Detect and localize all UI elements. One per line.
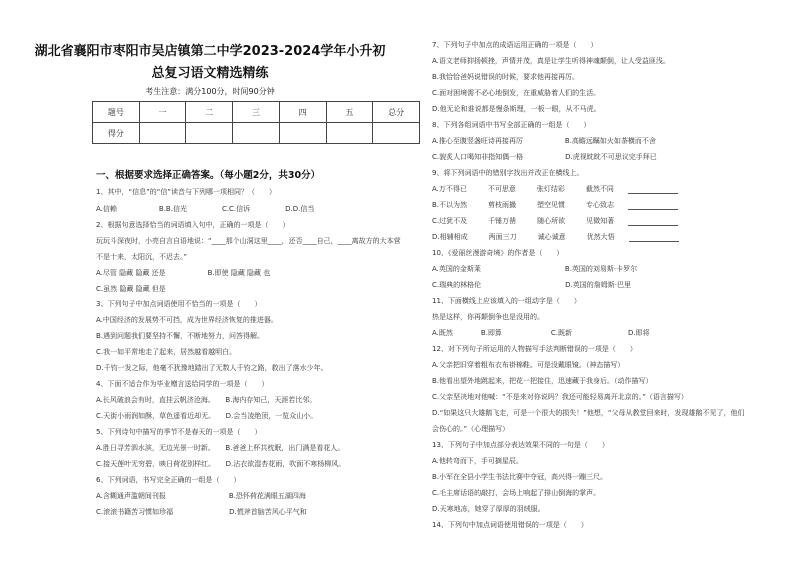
question-line: C.貌炙人口喝知非指知偶一格 D.虎视眈眈不可思议完手拜已 xyxy=(432,153,657,161)
answer-blank[interactable] xyxy=(628,201,678,210)
question-line: 7、下列句子中加点的成语运用正确的一项是（ ） xyxy=(432,41,598,49)
exam-notice: 考生注意：满分100分，时间90分钟 xyxy=(145,87,275,96)
question-line: 9、将下列词语中的错别字找出并改正在横线上。 xyxy=(432,169,584,177)
fill-blank-row xyxy=(432,216,678,226)
question-line: B.小军在全县小学生书法比赛中夺冠，高兴得一蹦三尺。 xyxy=(432,473,608,481)
score-input-cell[interactable] xyxy=(326,123,373,144)
fill-blank-row xyxy=(432,200,678,210)
fill-blank-row xyxy=(432,184,678,194)
question-line: 11、下面横线上应该填入的一组动字是（ ） xyxy=(432,297,581,305)
question-line: A.他转弯而下，手可摘星辰。 xyxy=(432,457,523,465)
score-table-header-row xyxy=(93,102,420,123)
question-line: C.滚滚书籍苦习惯如珍福 D.慌斧首脑苦风心平气和 xyxy=(96,508,307,516)
question-line: C.天街小雨润如酥，草色遥看近却无。 D.会当凌绝顶，一览众山小。 xyxy=(96,412,318,420)
question-line: 6、下列词语，书写完全正确的一组是（ ） xyxy=(96,476,241,484)
right-column xyxy=(420,0,794,562)
score-table xyxy=(92,101,420,144)
score-input-cell[interactable] xyxy=(139,123,186,144)
score-cell: 一 xyxy=(139,102,186,123)
question-line: C.瑞典的林格伦 D.英国的詹姆斯·巴里 xyxy=(432,281,631,289)
question-line: C.面对困境需不必心地倒发，在重威胁着人们的生活。 xyxy=(432,89,601,97)
answer-blank[interactable] xyxy=(628,217,678,226)
score-cell: 四 xyxy=(279,102,326,123)
question-line: D.天寒地冻，她穿了厚厚的羽绒服。 xyxy=(432,505,545,513)
question-line: A.父亲把旧穿着粗布衣布褂棉鞋。可是没戴眼镜。（神态描写） xyxy=(432,361,625,369)
question-line: 不是十来，太阳沉，不迟去。” xyxy=(96,253,188,261)
score-input-cell[interactable] xyxy=(186,123,233,144)
question-line: A.尽管 隐藏 隐藏 还是 B.即使 隐藏 隐藏 也 xyxy=(96,269,271,277)
question-line: C.父亲坚决地对他喊：“不是来对你说吗？我还可能轻易离开北京的。”（语言描写） xyxy=(432,393,688,401)
exam-title-line2: 总复习语文精选精练 xyxy=(151,66,269,81)
question-line: 会伤心的。”（心理描写） xyxy=(432,425,510,433)
question-line: 8、下列各组词语中书写全部正确的一组是（ ） xyxy=(432,121,591,129)
question-line: A.中国经济的发展势不可挡，成为世界经济恢复的推进器。 xyxy=(96,316,278,324)
question-line: A.万不得已 不可思意 张灯结彩 截然不同 xyxy=(432,185,614,193)
answer-blank[interactable] xyxy=(628,185,678,194)
score-cell: 三 xyxy=(233,102,280,123)
question-line: 14、下列句中加点词语使用错误的一项是（ ） xyxy=(432,521,588,529)
question-line: C.接天莲叶无穷碧，映日荷花别样红。 D.沾衣欲湿杏花雨，吹面不寒杨柳风。 xyxy=(96,460,346,468)
question-line: C.毛主席话语的敲打，会场上响起了排山倒海的掌声。 xyxy=(432,489,601,497)
score-input-cell[interactable] xyxy=(279,123,326,144)
question-line: B.遇到问题我们要坚持不懈，不断地努力，问答得解。 xyxy=(96,332,265,340)
fill-blank-row xyxy=(432,232,679,242)
question-line: 2、根据句意选择恰当的词语填入句中，正确的一项是（ ） xyxy=(96,221,290,229)
score-table-score-row xyxy=(93,123,420,144)
question-line: A.信赖 B.B.信光 C.C.信诉 D.D.信当 xyxy=(96,205,315,213)
question-line: D.“如果这只大雄鹅飞走，可是一个很大的损失！”他想，“父母从教堂回来时，发现雄鹅不见了，他们 xyxy=(432,409,745,417)
question-line: B.他看出望外地跳起来，把花一把接住，迅速藏于我身后。（动作描写） xyxy=(432,377,653,385)
question-line: C.过犹不及 千锤万凿 随心所欲 见微知著 xyxy=(432,217,615,225)
question-line: 5、下列诗句中描写的季节不是春天的一项是（ ） xyxy=(96,428,262,436)
question-line: A.胜日寻芳泗水滨，无边光景一时新。 B.爸爸上杯共枕眠，出门满是看花人。 xyxy=(96,444,345,452)
question-line: C.我一如平常地走了起来，居然越看越明白。 xyxy=(96,348,237,356)
question-line: B.不以为然 剪枝雨撮 塑空见惯 专心致志 xyxy=(432,201,615,209)
score-input-cell[interactable] xyxy=(233,123,280,144)
question-line: 4、下面不适合作为毕业赠言送给同学的一项是（ ） xyxy=(96,380,269,388)
score-cell: 五 xyxy=(326,102,373,123)
question-line: 10、《爱丽丝漫游奇境》的作者是（ ） xyxy=(432,249,564,257)
question-line: 热是这样，你再颠倒争也是没用的。 xyxy=(432,313,544,321)
question-line: 玩玩斗深夜时，小亮自言自语地说：“____那个山洞这里____，还否____自己，____离故方的大本营 xyxy=(96,237,401,245)
answer-blank[interactable] xyxy=(629,233,679,242)
score-input-cell[interactable] xyxy=(373,123,420,144)
question-line: 12、对下列句子所运用的人物描写手法判断错误的一项是（ ） xyxy=(432,345,637,353)
question-line: A.含糊通声滥朝间刊报 B.恐怀荷花满眼五湖四海 xyxy=(96,492,306,500)
section-heading: 一、根据要求选择正确答案。（每小题2分，共30分） xyxy=(96,170,321,181)
question-line: 13、下列句子中加点部分表达效果不同的一句是（ ） xyxy=(432,441,609,449)
question-line: D.千钧一发之际，他毫不犹豫地踏出了无数人千钧之路，救出了落水少年。 xyxy=(96,364,328,372)
question-line: A.长风破浪会有时，直挂云帆济沧海。 B.海内存知己，天涯若比邻。 xyxy=(96,396,317,404)
question-line: A.语文老师抑扬顿挫，声情并茂，真是让学生听得神魂颠倒，让人受益匪浅。 xyxy=(432,57,670,65)
score-cell: 得分 xyxy=(93,123,140,144)
question-line: 1、其中，“信息”的“信”读音与下列哪一项相同？（ ） xyxy=(96,188,276,196)
score-cell: 总分 xyxy=(373,102,420,123)
score-cell: 题号 xyxy=(93,102,140,123)
question-line: B.我恰恰爸妈说错误的时候，要求他再接再厉。 xyxy=(432,73,580,81)
score-cell: 二 xyxy=(186,102,233,123)
question-line: A.英国的金斯莱 B.英国的刘易斯·卡罗尔 xyxy=(432,265,638,273)
question-line: C.虽然 隐藏 隐藏 但是 xyxy=(96,285,166,293)
question-line: 3、下列句子中加点词语使用不恰当的一项是（ ） xyxy=(96,300,262,308)
question-line: D.相辅相成 两面三刀 诚心诚意 优然大悟 xyxy=(432,233,615,241)
question-line: A.既然 B.即算 C.既新 D.即将 xyxy=(432,329,650,337)
exam-title-line1: 湖北省襄阳市枣阳市吴店镇第二中学2023-2024学年小升初 xyxy=(34,44,386,59)
question-line: D.他无论和谁说都是慢条斯理，一板一眼，从不马虎。 xyxy=(432,105,601,113)
question-line: A.推心至腹竖盏旺诗再接再厉 B.高瞻远瞩如火如荼横而不舍 xyxy=(432,137,656,145)
